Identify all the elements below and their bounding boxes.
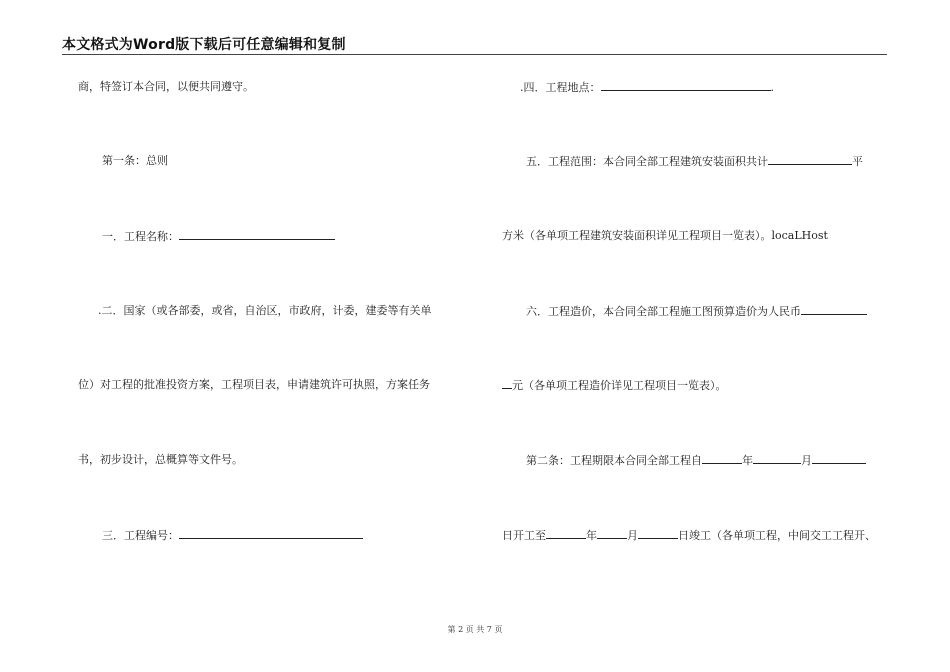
paragraph-line: 方米（各单项工程建筑安装面积详见工程项目一览表）。locaLHost bbox=[502, 229, 828, 242]
blank-year bbox=[702, 453, 742, 464]
field-start-end-date bbox=[502, 528, 876, 543]
blank-month bbox=[753, 453, 801, 464]
section-heading: 第一条：总则 bbox=[102, 154, 168, 167]
field-label: 三．工程编号： bbox=[102, 529, 179, 542]
blank-underline bbox=[179, 229, 335, 240]
unit-text: 平 bbox=[852, 155, 863, 168]
month-label: 月 bbox=[801, 454, 812, 467]
blank-underline bbox=[179, 528, 363, 539]
paragraph-line: 位）对工程的批准投资方案，工程项目表，申请建筑许可执照，方案任务 bbox=[78, 378, 430, 391]
field-project-name bbox=[102, 229, 335, 244]
field-label: 六．工程造价，本合同全部工程施工图预算造价为人民币 bbox=[526, 305, 801, 318]
blank-underline bbox=[768, 154, 852, 165]
field-project-cost bbox=[526, 304, 867, 319]
field-label: .四．工程地点： bbox=[520, 81, 601, 94]
blank-underline bbox=[801, 304, 867, 315]
month-label: 月 bbox=[627, 529, 638, 542]
paragraph-line: 商，特签订本合同，以便共同遵守。 bbox=[78, 80, 254, 93]
field-project-number bbox=[102, 528, 363, 543]
page-number: 第 2 页 共 7 页 bbox=[447, 625, 503, 634]
year-label: 年 bbox=[586, 529, 597, 542]
blank-month bbox=[597, 528, 627, 539]
blank-day bbox=[812, 453, 866, 464]
field-project-location bbox=[520, 80, 774, 95]
field-cost-continued bbox=[502, 378, 727, 393]
field-label: 日开工至 bbox=[502, 529, 546, 542]
field-project-scope bbox=[526, 154, 863, 169]
blank-year bbox=[546, 528, 586, 539]
paragraph-text: 元（各单项工程造价详见工程项目一览表）。 bbox=[512, 379, 727, 392]
blank-day bbox=[638, 528, 678, 539]
period-mark: . bbox=[770, 81, 774, 94]
blank-underline bbox=[601, 80, 771, 91]
field-label: 一．工程名称： bbox=[102, 230, 179, 243]
document-header-title: 本文格式为Word版下载后可任意编辑和复制 bbox=[62, 37, 346, 53]
field-project-period bbox=[526, 453, 866, 468]
year-label: 年 bbox=[742, 454, 753, 467]
field-label: 第二条：工程期限本合同全部工程自 bbox=[526, 454, 702, 467]
paragraph-line: 书，初步设计，总概算等文件号。 bbox=[78, 453, 243, 466]
header-divider bbox=[62, 54, 887, 55]
paragraph-text: 日竣工（各单项工程，中间交工工程开、 bbox=[678, 529, 876, 542]
blank-underline bbox=[502, 378, 512, 389]
paragraph-line: .二．国家（或各部委，或省，自治区，市政府，计委，建委等有关单 bbox=[98, 304, 432, 317]
field-label: 五．工程范围：本合同全部工程建筑安装面积共计 bbox=[526, 155, 768, 168]
